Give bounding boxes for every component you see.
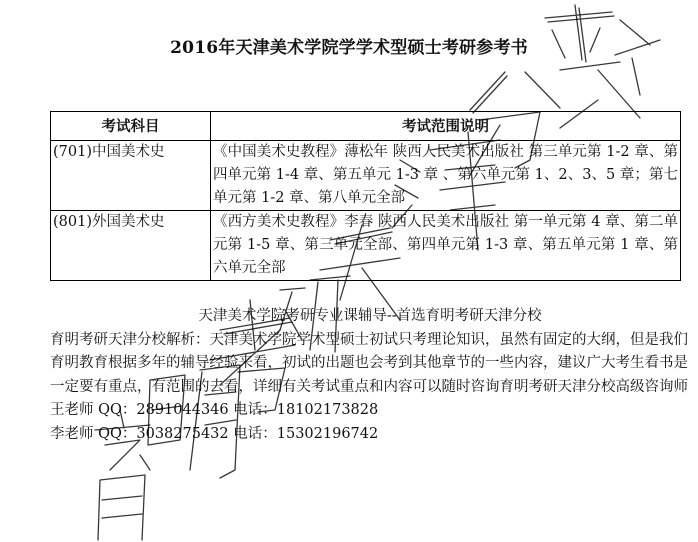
scope-cell: 《西方美术史教程》李春 陕西人民美术出版社 第一单元第 4 章、第二单元第 1-5 章、第三单元全部、第四单元第 1-3 章、第五单元第 1 章、第六单元全部 <box>211 211 681 281</box>
notes-heading: 天津美术学院考研专业课辅导--首选育明考研天津分校 <box>198 308 542 324</box>
table-row <box>51 211 681 281</box>
contact-line: 王老师 QQ：2891044346 电话：18102173828 <box>50 402 379 418</box>
document-title: 2016年天津美术学院学学术型硕士考研参考书 <box>170 38 528 58</box>
notes-section <box>50 305 690 446</box>
header-subject: 考试科目 <box>51 112 211 141</box>
contact-line: 李老师 QQ：3038275432 电话：15302196742 <box>50 425 379 442</box>
scope-cell: 《中国美术史教程》薄松年 陕西人民美术出版社 第三单元第 1-2 章、第四单元第 1-4 章、第五单元 1-3 章 、第六单元第 1、2、3、5 章；第七单元第 1-2 章、第八单元全部 <box>211 141 681 211</box>
subject-cell: (701)中国美术史 <box>51 141 211 211</box>
header-scope: 考试范围说明 <box>211 112 681 141</box>
table-row <box>51 141 681 211</box>
subject-cell: (801)外国美术史 <box>51 211 211 281</box>
reference-table <box>50 111 681 281</box>
notes-paragraph: 育明考研天津分校解析：天津美术学院学术型硕士初试只考理论知识，虽然有固定的大纲，但是我们育明教育根据多年的辅导经验来看，初试的出题也会考到其他章节的一些内容，建议广大考生看书是一定要有重点，有范围的去看，详细有关考试重点和内容可以随时咨询育明考研天津分校高级咨询师 <box>50 331 688 395</box>
table-header-row <box>51 112 681 141</box>
